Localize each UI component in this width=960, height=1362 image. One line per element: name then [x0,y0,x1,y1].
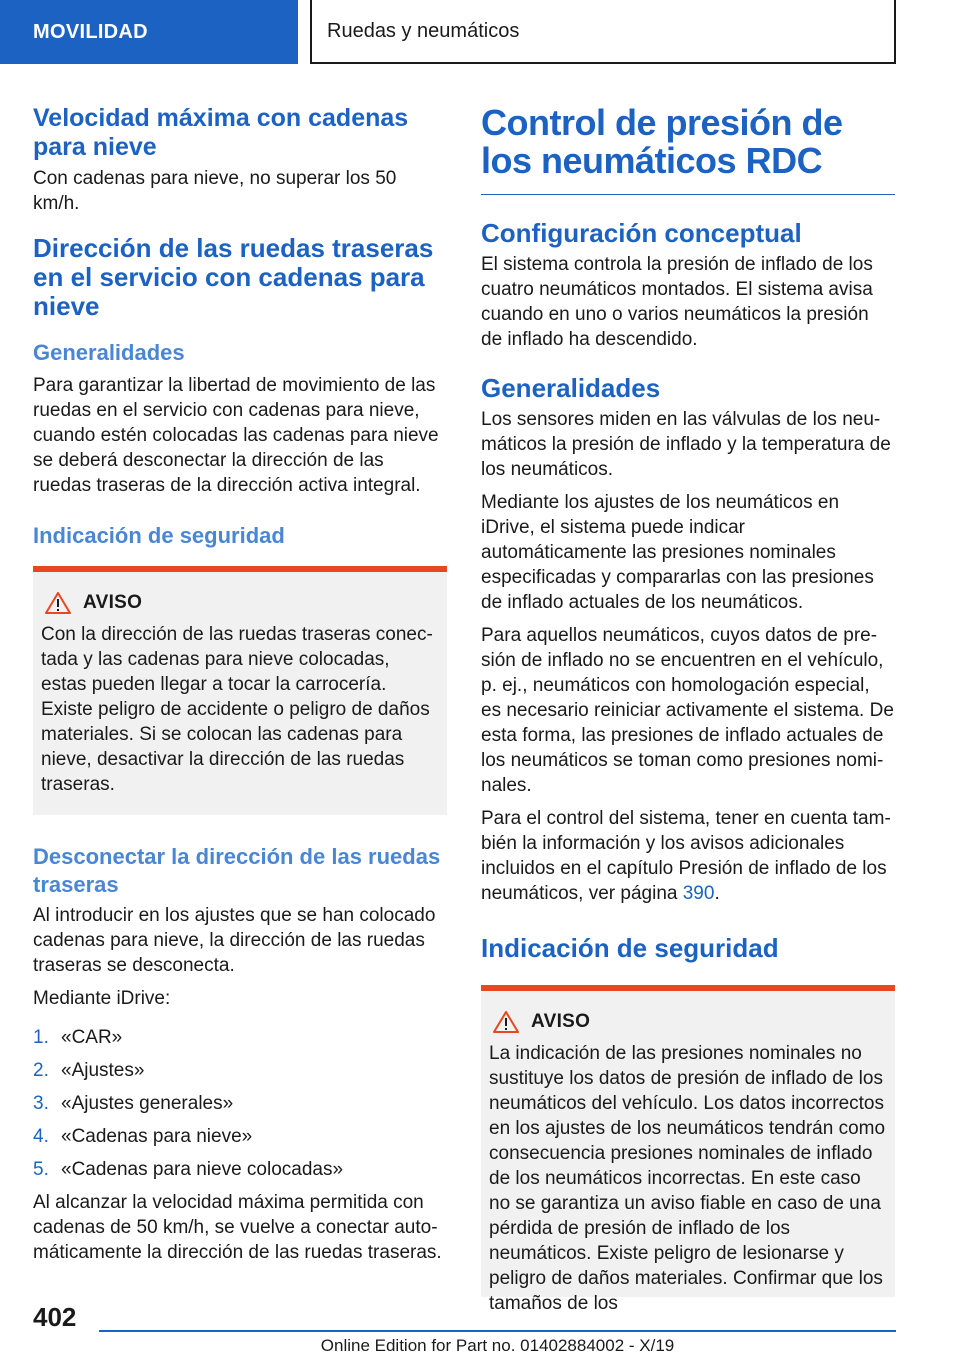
heading-concept: Configuración conceptual [481,218,802,248]
list-item: 1. «CAR» [33,1027,123,1048]
paragraph-max-speed: Con cadenas para nieve, no superar los 50 km/h. [33,168,397,214]
warning-box-right [481,985,895,1314]
warning-label-right: AVISO [531,1011,591,1032]
warning-triangle-icon [45,592,71,614]
paragraph-idrive: Mediante iDrive: [33,988,171,1009]
paragraph-reach-speed: Al alcanzar la velocidad máxima permitida con cadenas de 50 km/h, se vuelve a conectar automáticamente la dirección de las ruedas traseras. [33,1192,442,1263]
warning-text-left: Con la dirección de las ruedas traseras conectada y las cadenas para nieve colocadas, estas pueden llegar a tocar la carrocería. Existe peligro de accidente o peligro de daños materiales. Si se colocan las cadenas para nieve, desactivar la dirección de las ruedas traseras. [41,624,433,795]
paragraph-general-3: Para aquellos neumáticos, cuyos datos de presión de inflado no se encuentren en el vehículo, p. ej., neumáticos con homologación especial, es necesario reiniciar activamente el sistema. De esta forma, las presiones de inflado actuales de los neumáticos se toman como presiones nominales. [481,625,894,796]
header-section-tab: MOVILIDAD [0,0,298,64]
paragraph-disconnect: Al introducir en los ajustes que se han colocado cadenas para nieve, la dirección de las ruedas traseras se desconecta. [33,905,436,976]
heading-rear-steering: Dirección de las ruedas traseras en el servicio con cadenas para nieve [33,233,434,321]
page-link-390[interactable]: 390 [682,883,715,904]
heading-disconnect-rear: Desconectar la dirección de las ruedas traseras [33,844,441,897]
paragraph-general-left: Para garantizar la libertad de movimiento de las ruedas en el servicio con cadenas para nieve, cuando estén colocadas las cadenas para nieve se deberá desconectar la dirección de las ruedas traseras de la dirección activa integral. [33,375,439,496]
paragraph-general-1: Los sensores miden en las válvulas de los neumáticos la presión de inflado y la temperatura de los neumáticos. [481,409,891,480]
paragraph-general-2: Mediante los ajustes de los neumáticos en iDrive, el sistema puede indicar automáticamente las presiones nominales especificadas y compararlas con las presiones de inflado actuales de los neumáticos. [481,492,874,613]
paragraph-concept: El sistema controla la presión de inflado de los cuatro neumáticos montados. El sistema avisa cuando en uno o varios neumáticos la presión de inflado ha descendido. [481,254,873,350]
heading-safety-right: Indicación de seguridad [481,933,779,963]
footer-rule [99,1330,896,1332]
idrive-steps-list [33,1025,447,1182]
page-number: 402 [33,1302,77,1332]
list-item: 2. «Ajustes» [33,1060,145,1081]
left-column [33,100,447,1265]
paragraph-general-4: Para el control del sistema, tener en cuenta también la información y los avisos adicionales incluidos en el capítulo Presión de inflado de los neumáticos, ver página 390. [481,808,891,904]
warning-text-right: La indicación de las presiones nominales no sustituye los datos de presión de inflado de los neumáticos del vehículo. Los datos incorrectos en los ajustes de los neumáticos tendrán como consecuencia presiones nominales de inflado de los neumáticos incorrectas. En este caso no se garantiza un aviso fiable en caso de una pérdida de presión de inflado de los neumáticos. Existe peligro de lesionarse y peligro de daños materiales. Confirmar que los tamaños de los [489,1043,886,1314]
header-chapter-title: Ruedas y neumáticos [310,0,896,64]
warning-header-right [493,1011,887,1033]
heading-rdc: Control de presión de los neumáticos RDC [481,102,843,181]
right-column [481,100,895,1314]
heading-general-left: Generalidades [33,340,185,365]
warning-box-left [33,566,447,815]
heading-max-speed: Velocidad máxima con cadenas para nieve [33,104,409,161]
heading-safety-left: Indicación de seguridad [33,523,285,548]
list-item: 3. «Ajustes generales» [33,1093,234,1114]
heading-underline [481,194,895,195]
warning-triangle-icon [493,1011,519,1033]
warning-header-left [45,592,439,614]
footer-edition-text: Online Edition for Part no. 01402884002 - X/19 [320,1336,675,1355]
list-item: 4. «Cadenas para nieve» [33,1126,253,1147]
list-item: 5. «Cadenas para nieve colocadas» [33,1159,344,1180]
heading-general-right: Generalidades [481,373,661,403]
warning-label-left: AVISO [83,592,143,613]
